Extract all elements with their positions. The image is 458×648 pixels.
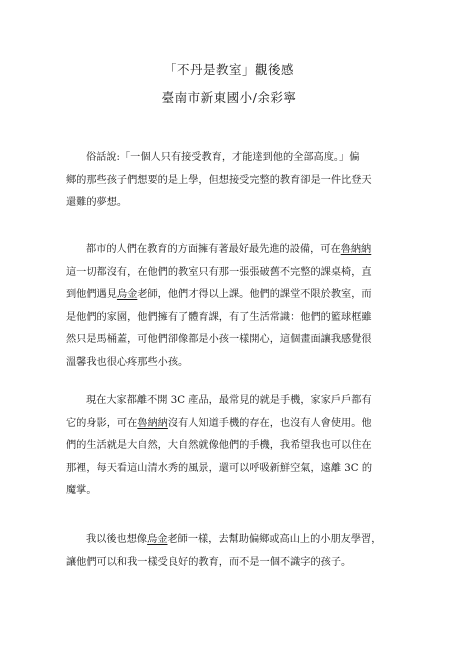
text-segment: 老師一樣，去幫助偏鄉或高山上的小朋友學習， [167, 534, 382, 545]
paragraph-line [66, 307, 396, 330]
paragraph-line [66, 458, 396, 481]
paragraph-line [66, 352, 396, 375]
paragraph-line [66, 529, 396, 552]
text-segment: 讓他們可以和我一樣受良好的教育，而不是一個不識字的孩子。 [66, 556, 352, 568]
text-segment: 是他們的家園，他們擁有了體育課，有了生活常識：他們的籃球框雖 [66, 311, 372, 323]
paragraph-1 [66, 147, 396, 215]
text-segment: 魔掌。 [66, 485, 97, 497]
text-segment: 俗話說:「一個人只有接受教育，才能達到他的全部高度。」偏 [86, 152, 360, 163]
paragraph-line [66, 552, 396, 575]
underlined-name: 魯納納 [340, 244, 372, 255]
paragraph-4 [66, 529, 396, 574]
paragraph-line [66, 435, 396, 458]
paragraph-line [66, 239, 396, 262]
text-segment: 鄉的那些孩子們想要的是上學，但想接受完整的教育卻是一件比登天 [66, 174, 372, 186]
paragraph-line [66, 262, 396, 285]
text-segment: 到他們遇見 [66, 289, 117, 301]
underlined-name: 魯納納 [137, 417, 168, 429]
text-segment: 都市的人們在教育的方面擁有著最好最先進的設備，可在 [86, 244, 341, 255]
essay-title: 「不丹是教室」觀後感 [163, 62, 294, 77]
text-segment: 溫馨我也很心疼那些小孩。 [66, 356, 189, 368]
underlined-name: 烏金 [147, 534, 168, 545]
author-line: 臺南市新東國小/余彩寧 [161, 90, 297, 105]
text-segment: 沒有人知道手機的存在，也沒有人會使用。他 [167, 417, 372, 429]
paragraph-line [66, 284, 396, 307]
text-segment: 現在大家都離不開 3C 產品，最常見的就是手機，家家戶戶都有 [86, 395, 372, 406]
paragraph-line [66, 329, 396, 352]
paragraph-line [66, 413, 396, 436]
text-segment: 然只是馬桶蓋，可他們卻像都是小孩一樣開心，這個畫面讓我感覺很 [66, 334, 372, 346]
paragraph-line [66, 147, 396, 170]
text-segment: 們的生活就是大自然，大自然就像他們的手機，我希望我也可以住在 [66, 440, 372, 452]
text-segment: 那裡，每天看這山清水秀的風景，還可以呼吸新鮮空氣，遠離 3C 的 [66, 462, 373, 474]
paragraph-line [66, 480, 396, 503]
text-segment: 還難的夢想。 [66, 197, 128, 209]
underlined-name: 烏金 [116, 289, 138, 301]
paragraph-line [66, 170, 396, 193]
paragraph-2 [66, 239, 396, 375]
text-segment: 我以後也想像 [86, 534, 148, 545]
text-segment: 這一切都沒有，在他們的教室只有那一張張破舊不完整的課桌椅，直 [66, 266, 372, 278]
paragraph-3 [66, 390, 396, 503]
paragraph-line [66, 390, 396, 413]
text-segment: 老師，他們才得以上課。他們的課堂不限於教室，而 [137, 289, 372, 301]
text-segment: 它的身影，可在 [66, 417, 138, 429]
paragraph-line [66, 192, 396, 215]
